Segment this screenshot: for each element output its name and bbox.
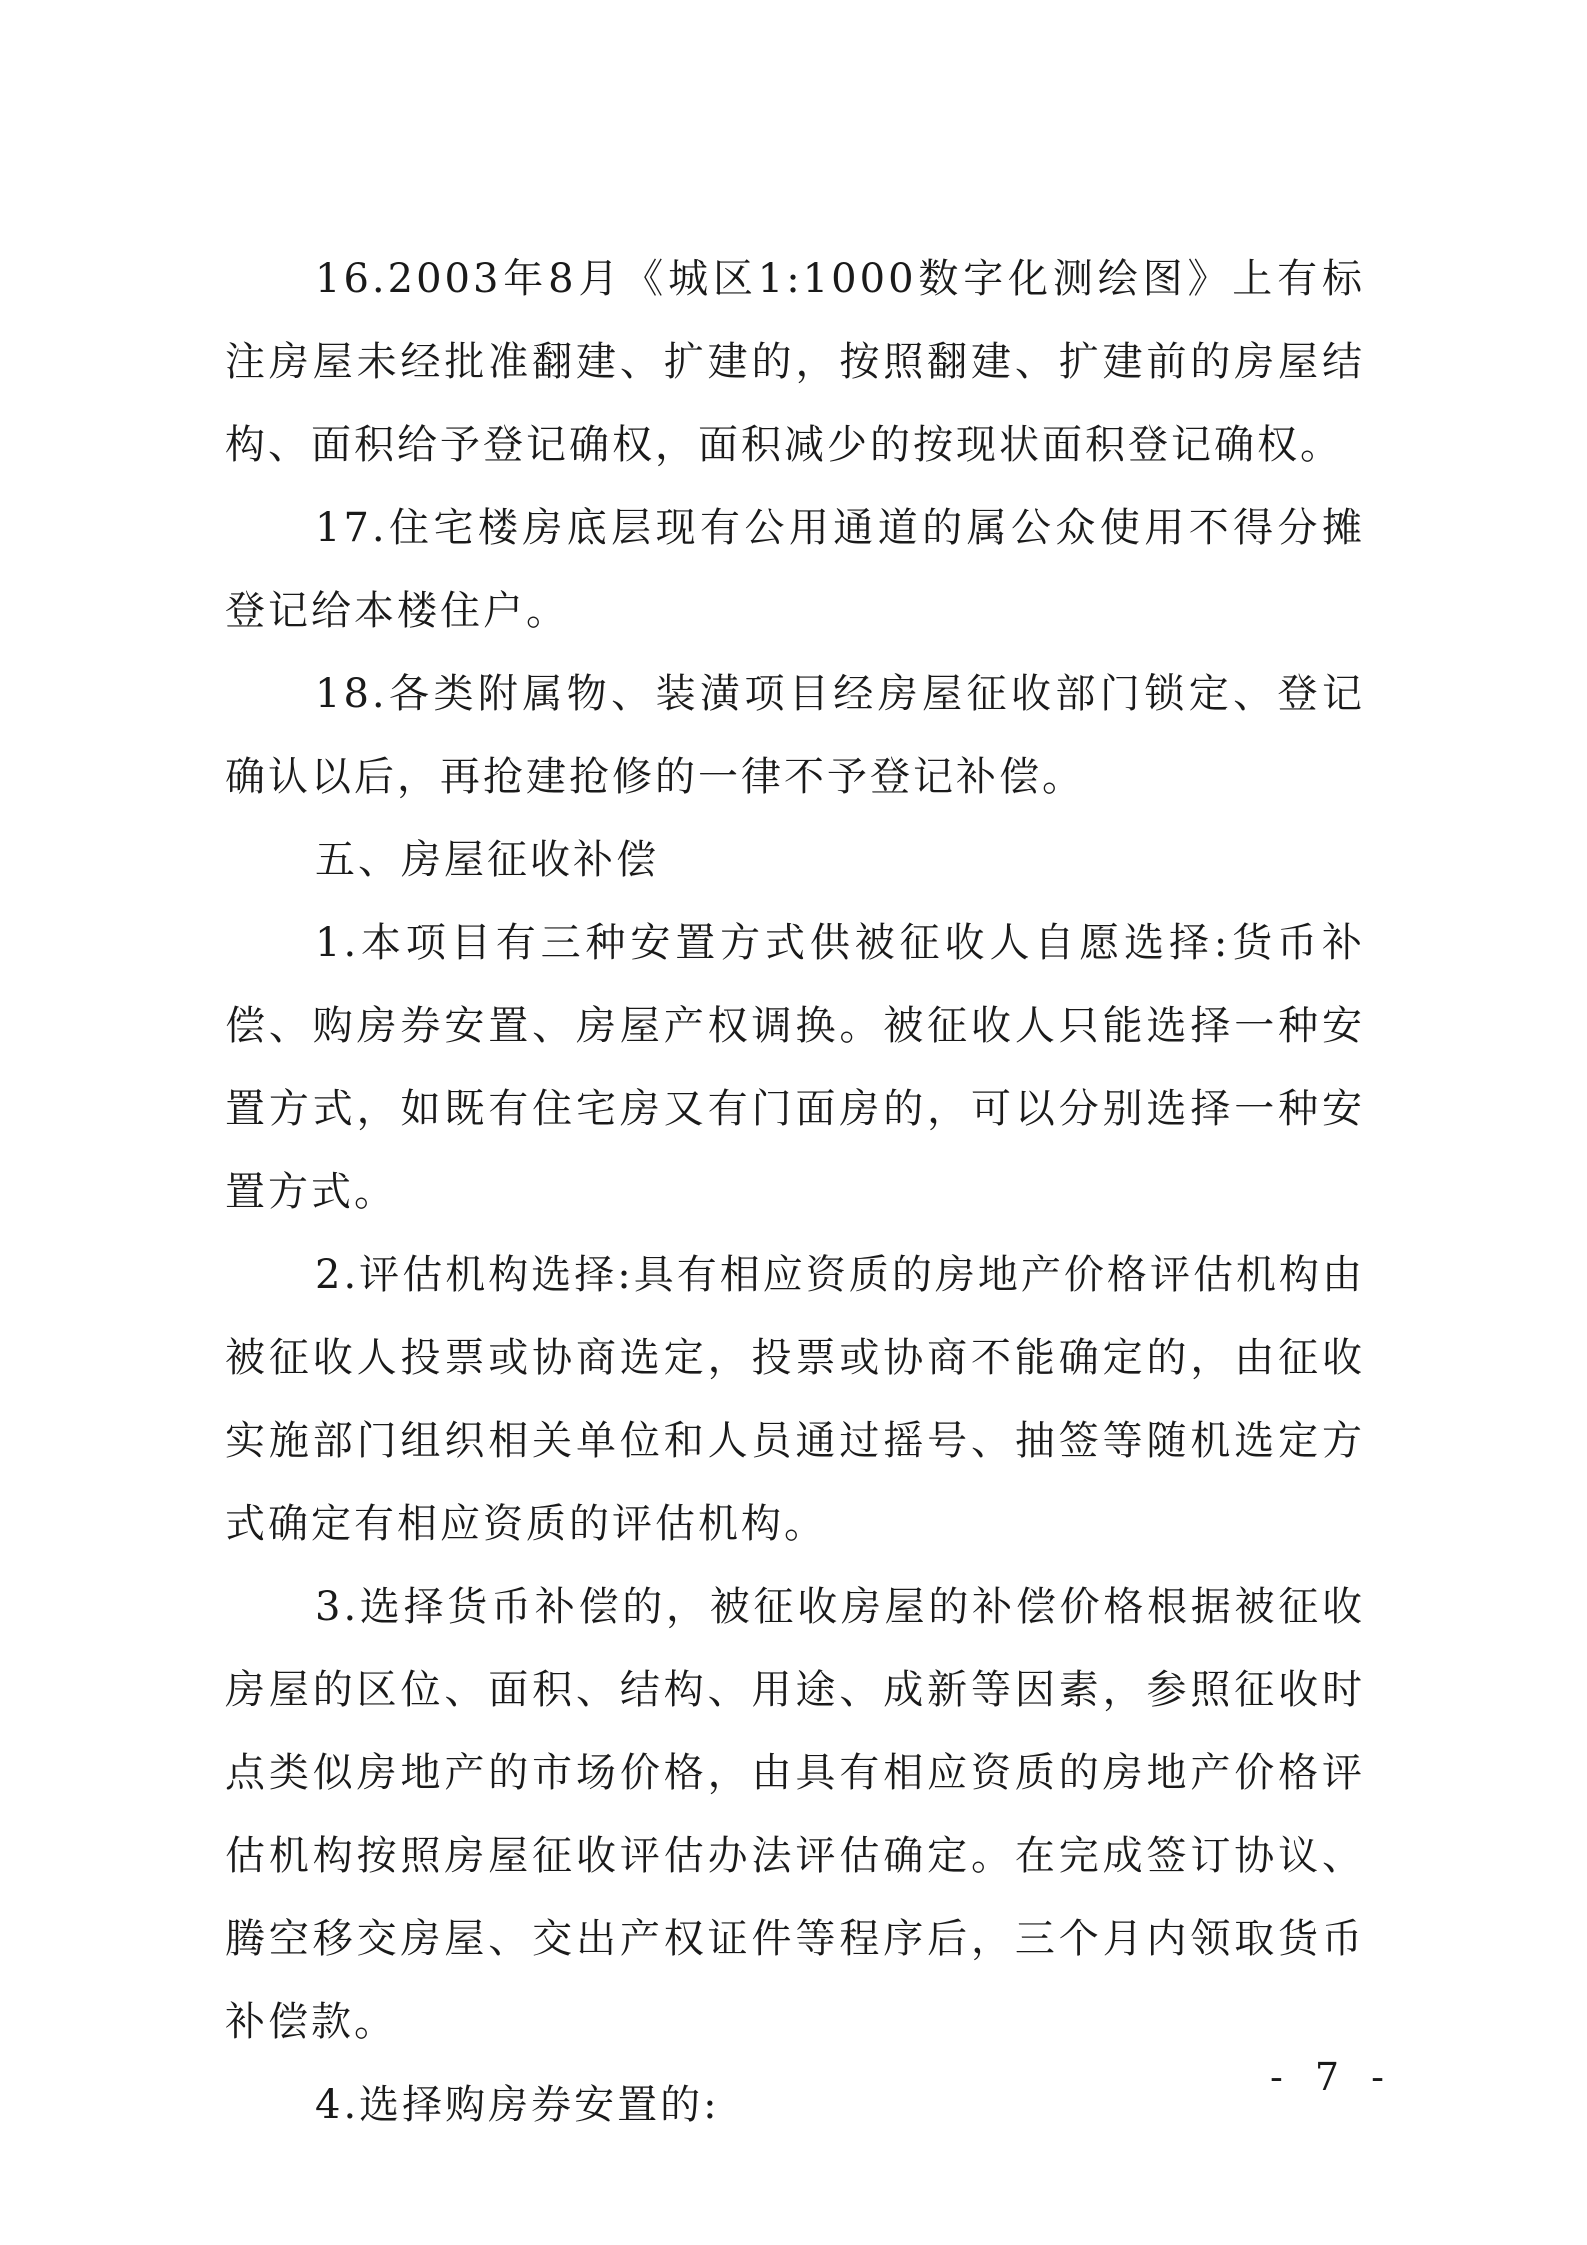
paragraph-item-18: 18.各类附属物、装潢项目经房屋征收部门锁定、登记确认以后，再抢建抢修的一律不予登记补偿。 <box>225 671 1365 800</box>
document-body <box>225 238 1365 2147</box>
paragraph-item-4: 4.选择购房券安置的: <box>315 2082 720 2128</box>
paragraph-item-3: 3.选择货币补偿的，被征收房屋的补偿价格根据被征收房屋的区位、面积、结构、用途、成新等因素，参照征收时点类似房地产的市场价格，由具有相应资质的房地产价格评估机构按照房屋征收评估办法评估确定。在完成签订协议、腾空移交房屋、交出产权证件等程序后，三个月内领取货币补偿款。 <box>225 1584 1365 2045</box>
paragraph-item-16: 16.2003年8月《城区1:1000数字化测绘图》上有标注房屋未经批准翻建、扩建的，按照翻建、扩建前的房屋结构、面积给予登记确权，面积减少的按现状面积登记确权。 <box>225 256 1365 468</box>
section-heading-compensation: 五、房屋征收补偿 <box>315 837 659 883</box>
paragraph-item-17: 17.住宅楼房底层现有公用通道的属公众使用不得分摊登记给本楼住户。 <box>225 505 1365 634</box>
page-number: - 7 - <box>1270 2055 1395 2099</box>
paragraph-item-2: 2.评估机构选择:具有相应资质的房地产价格评估机构由被征收人投票或协商选定，投票或协商不能确定的，由征收实施部门组织相关单位和人员通过摇号、抽签等随机选定方式确定有相应资质的评估机构。 <box>225 1252 1365 1547</box>
paragraph-item-1: 1.本项目有三种安置方式供被征收人自愿选择:货币补偿、购房券安置、房屋产权调换。被征收人只能选择一种安置方式，如既有住宅房又有门面房的，可以分别选择一种安置方式。 <box>225 920 1365 1215</box>
